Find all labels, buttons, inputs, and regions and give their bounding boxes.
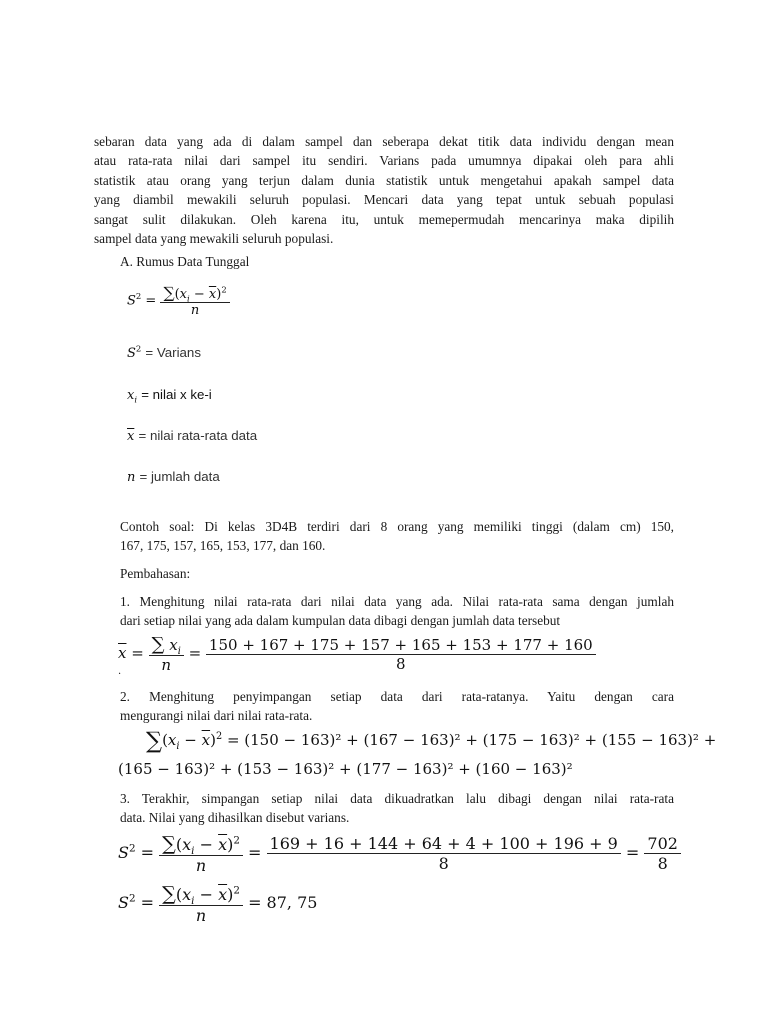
- step2-line: 2. Menghitung penyimpangan setiap data dari rata-ratanya. Yaitu dengan cara: [120, 689, 674, 704]
- example-line: Contoh soal: Di kelas 3D4B terdiri dari 8 orang yang memiliki tinggi (dalam cm) 150,: [120, 519, 674, 534]
- mean-denominator: 8: [206, 654, 596, 673]
- solution-label: Pembahasan:: [120, 566, 191, 581]
- variance-denominator: 8: [267, 853, 621, 873]
- mean-numerator: 150 + 167 + 175 + 157 + 165 + 153 + 177 + 160: [208, 635, 593, 654]
- legend-n: n = jumlah data: [127, 469, 220, 485]
- example-line: 167, 175, 157, 165, 153, 177, dan 160.: [120, 538, 326, 554]
- result-denominator: 8: [644, 853, 681, 873]
- variance-numerator: 169 + 16 + 144 + 64 + 4 + 100 + 196 + 9: [269, 834, 618, 853]
- section-heading: A. Rumus Data Tunggal: [120, 254, 250, 269]
- example-paragraph: [120, 517, 674, 556]
- intro-line: atau rata-rata nilai dari sampel itu sendiri. Varians pada umumnya dipakai oleh para ahli: [94, 153, 674, 169]
- intro-line: sangat sulit dilakukan. Oleh karena itu, untuk memepermudah mencarinya maka dipilih: [94, 211, 674, 227]
- step3-paragraph: [120, 789, 674, 828]
- step1-line: dari setiap nilai yang ada dalam kumpulan data dibagi dengan jumlah data tersebut: [120, 613, 561, 629]
- intro-line: sampel data yang mewakili seluruh populasi.: [94, 231, 334, 247]
- intro-line: statistik atau orang yang terjun dalam dunia statistik untuk mengetahui apakah sampel data: [94, 172, 674, 188]
- step2-line: mengurangi nilai dari nilai rata-rata.: [120, 708, 313, 724]
- final-value: = 87, 75: [248, 893, 318, 912]
- step3-line: data. Nilai yang dihasilkan disebut varians.: [120, 810, 350, 826]
- step1-paragraph: [120, 592, 674, 631]
- variance-formula: $S^2$ = $\frac{\sum(x_i - \overline{x})^2}{n}$: [127, 284, 230, 318]
- legend-xbar: $\overline{x}$ = nilai rata-rata data: [127, 428, 258, 444]
- legend-s2: $S^2$ = Varians: [127, 343, 201, 361]
- intro-line: yang diambil mewakili seluruh populasi. Mencari data yang tepat untuk sebuah populasi: [94, 192, 674, 208]
- deviation-expr-line2: (165 − 163)² + (153 − 163)² + (177 − 163)² + (160 − 163)²: [118, 760, 573, 778]
- step1-line: 1. Menghitung nilai rata-rata dari nilai data yang ada. Nilai rata-rata sama dengan jumlah: [120, 594, 674, 609]
- step3-line: 3. Terakhir, simpangan setiap nilai data dikuadratkan lalu dibagi dengan nilai rata-rata: [120, 791, 674, 806]
- variance-calc: $S^2$ = $\frac{\sum(x_i - \overline{x})^2}{n}$ = $\frac{169 + 16 + 144 + 64 + 4 + 100 + 196 + 9}{8}$ = $\frac{702}{8}$: [118, 832, 681, 875]
- intro-paragraph: [94, 132, 674, 248]
- dot-mark: .: [118, 666, 122, 677]
- legend-xi: $x_i$ = nilai x ke-i: [127, 387, 212, 405]
- result-numerator: 702: [647, 834, 678, 853]
- step2-paragraph: [120, 687, 674, 726]
- variance-result: $S^2$ = $\frac{\sum(x_i - \overline{x})^2}{n}$ = 87, 75: [118, 882, 318, 925]
- mean-formula: $\overline{x}$ = $\frac{\sum x_i}{n}$ = $\frac{150 + 167 + 175 + 157 + 165 + 153 + 177 + 160}{8}$: [118, 634, 596, 674]
- deviation-formula-line1: $\sum(x_i - \overline{x})^2 = (150 - 163)^2 + (167 - 163)^2 + (175 - 163)^2 + (155 - 163)^2$ +: [146, 728, 717, 754]
- deviation-expr-line1: = (150 − 163)² + (167 − 163)² + (175 − 163)² + (155 − 163)² +: [226, 731, 717, 749]
- intro-line: sebaran data yang ada di dalam sampel dan seberapa dekat titik data individu dengan mean: [94, 134, 674, 149]
